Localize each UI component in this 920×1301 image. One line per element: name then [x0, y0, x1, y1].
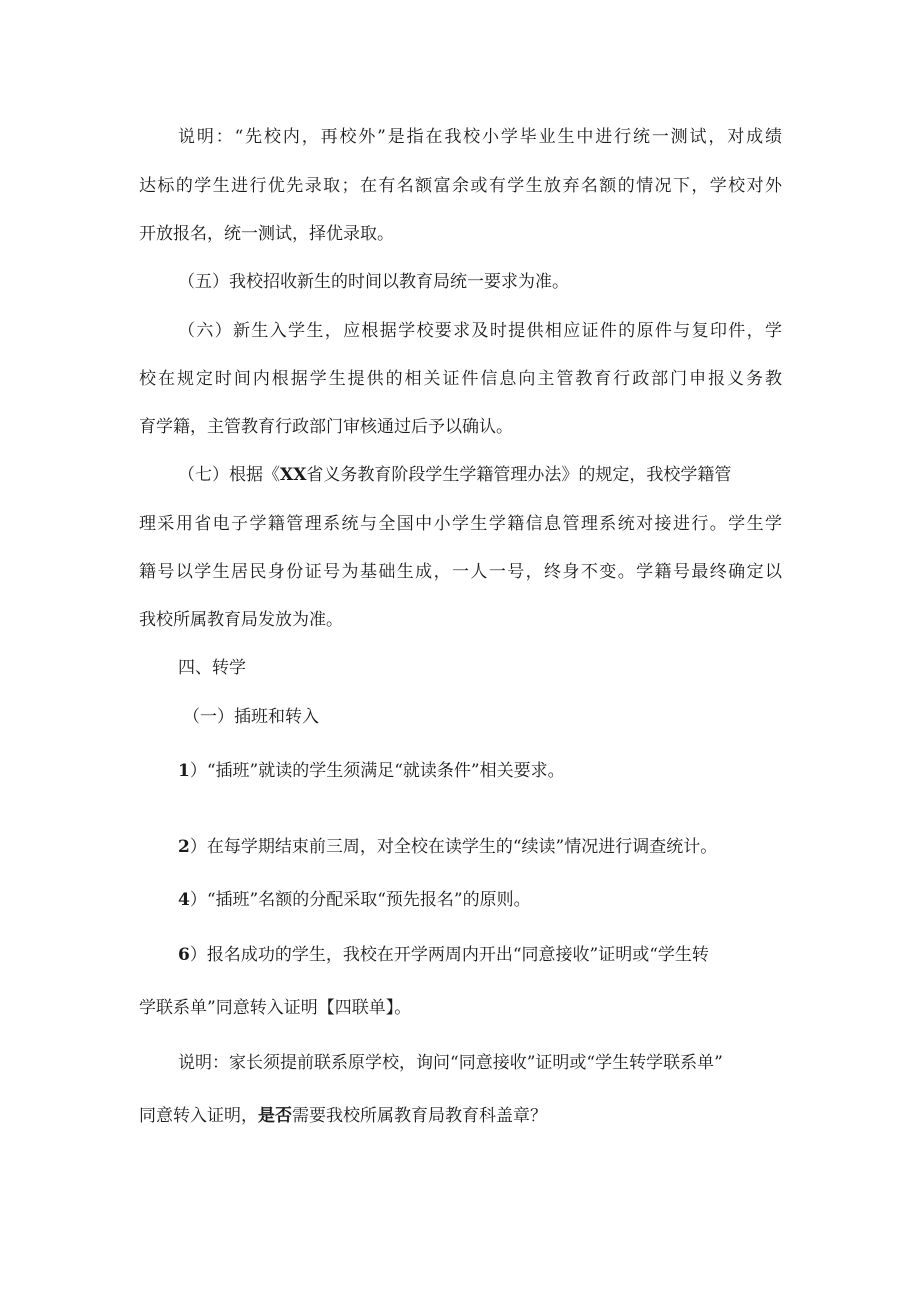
item7-rest: 省义务教育阶段学生学籍管理办法》的规定，我校学籍管: [306, 465, 732, 485]
item5-paragraph: （五）我校招收新生的时间以教育局统一要求为准。: [178, 272, 569, 292]
note2-emphasis: 是否: [258, 1106, 292, 1126]
note1-line2: 达标的学生进行优先录取；在有名额富余或有学生放弃名额的情况下，学校对外: [139, 176, 782, 196]
point-number: 4: [178, 890, 190, 910]
point-text: ）“插班”就读的学生须满足“就读条件”相关要求。: [189, 761, 565, 781]
section-heading-transfer: 四、转学: [178, 658, 246, 678]
point-text: ）在每学期结束前三周，对全校在读学生的“续读”情况进行调查统计。: [189, 837, 718, 857]
point-1: [178, 759, 565, 783]
item7-prefix: （七）根据《: [178, 465, 280, 485]
item6-line1: （六）新生入学生，应根据学校要求及时提供相应证件的原件与复印件，学: [178, 321, 782, 341]
item7-line2: 理采用省电子学籍管理系统与全国中小学生学籍信息管理系统对接进行。学生学: [139, 514, 782, 534]
subsection-heading: （一）插班和转入: [183, 707, 319, 727]
note2-line1: 说明：家长须提前联系原学校，询问“同意接收”证明或“学生转学联系单”: [178, 1053, 723, 1073]
point-2: [178, 835, 717, 859]
point-6: [178, 943, 709, 967]
item6-line3: 育学籍，主管教育行政部门审核通过后予以确认。: [139, 417, 513, 437]
item7-line1: [178, 463, 731, 487]
item7-bold-xx: XX: [280, 465, 307, 485]
note2-line2: [139, 1104, 547, 1128]
point-number: 2: [178, 837, 190, 857]
point-number: 6: [178, 945, 190, 965]
point-text: ）“插班”名额的分配采取“预先报名”的原则。: [189, 890, 531, 910]
note1-line3: 开放报名，统一测试，择优录取。: [139, 224, 394, 244]
note2-text-a: 同意转入证明，: [139, 1106, 258, 1126]
point-4: [178, 888, 531, 912]
note1-line1: 说明：“先校内，再校外”是指在我校小学毕业生中进行统一测试，对成绩: [178, 127, 782, 147]
note2-text-c: 需要我校所属教育局教育科盖章？: [292, 1106, 547, 1126]
point-number: 1: [178, 761, 190, 781]
point-text: ）报名成功的学生，我校在开学两周内开出“同意接收”证明或“学生转: [189, 945, 709, 965]
item6-line2: 校在规定时间内根据学生提供的相关证件信息向主管教育行政部门申报义务教: [139, 369, 782, 389]
item7-line4: 我校所属教育局发放为准。: [139, 610, 343, 630]
item7-line3: 籍号以学生居民身份证号为基础生成，一人一号，终身不变。学籍号最终确定以: [139, 562, 782, 582]
point-6-line2: 学联系单”同意转入证明【四联单】。: [139, 998, 412, 1018]
